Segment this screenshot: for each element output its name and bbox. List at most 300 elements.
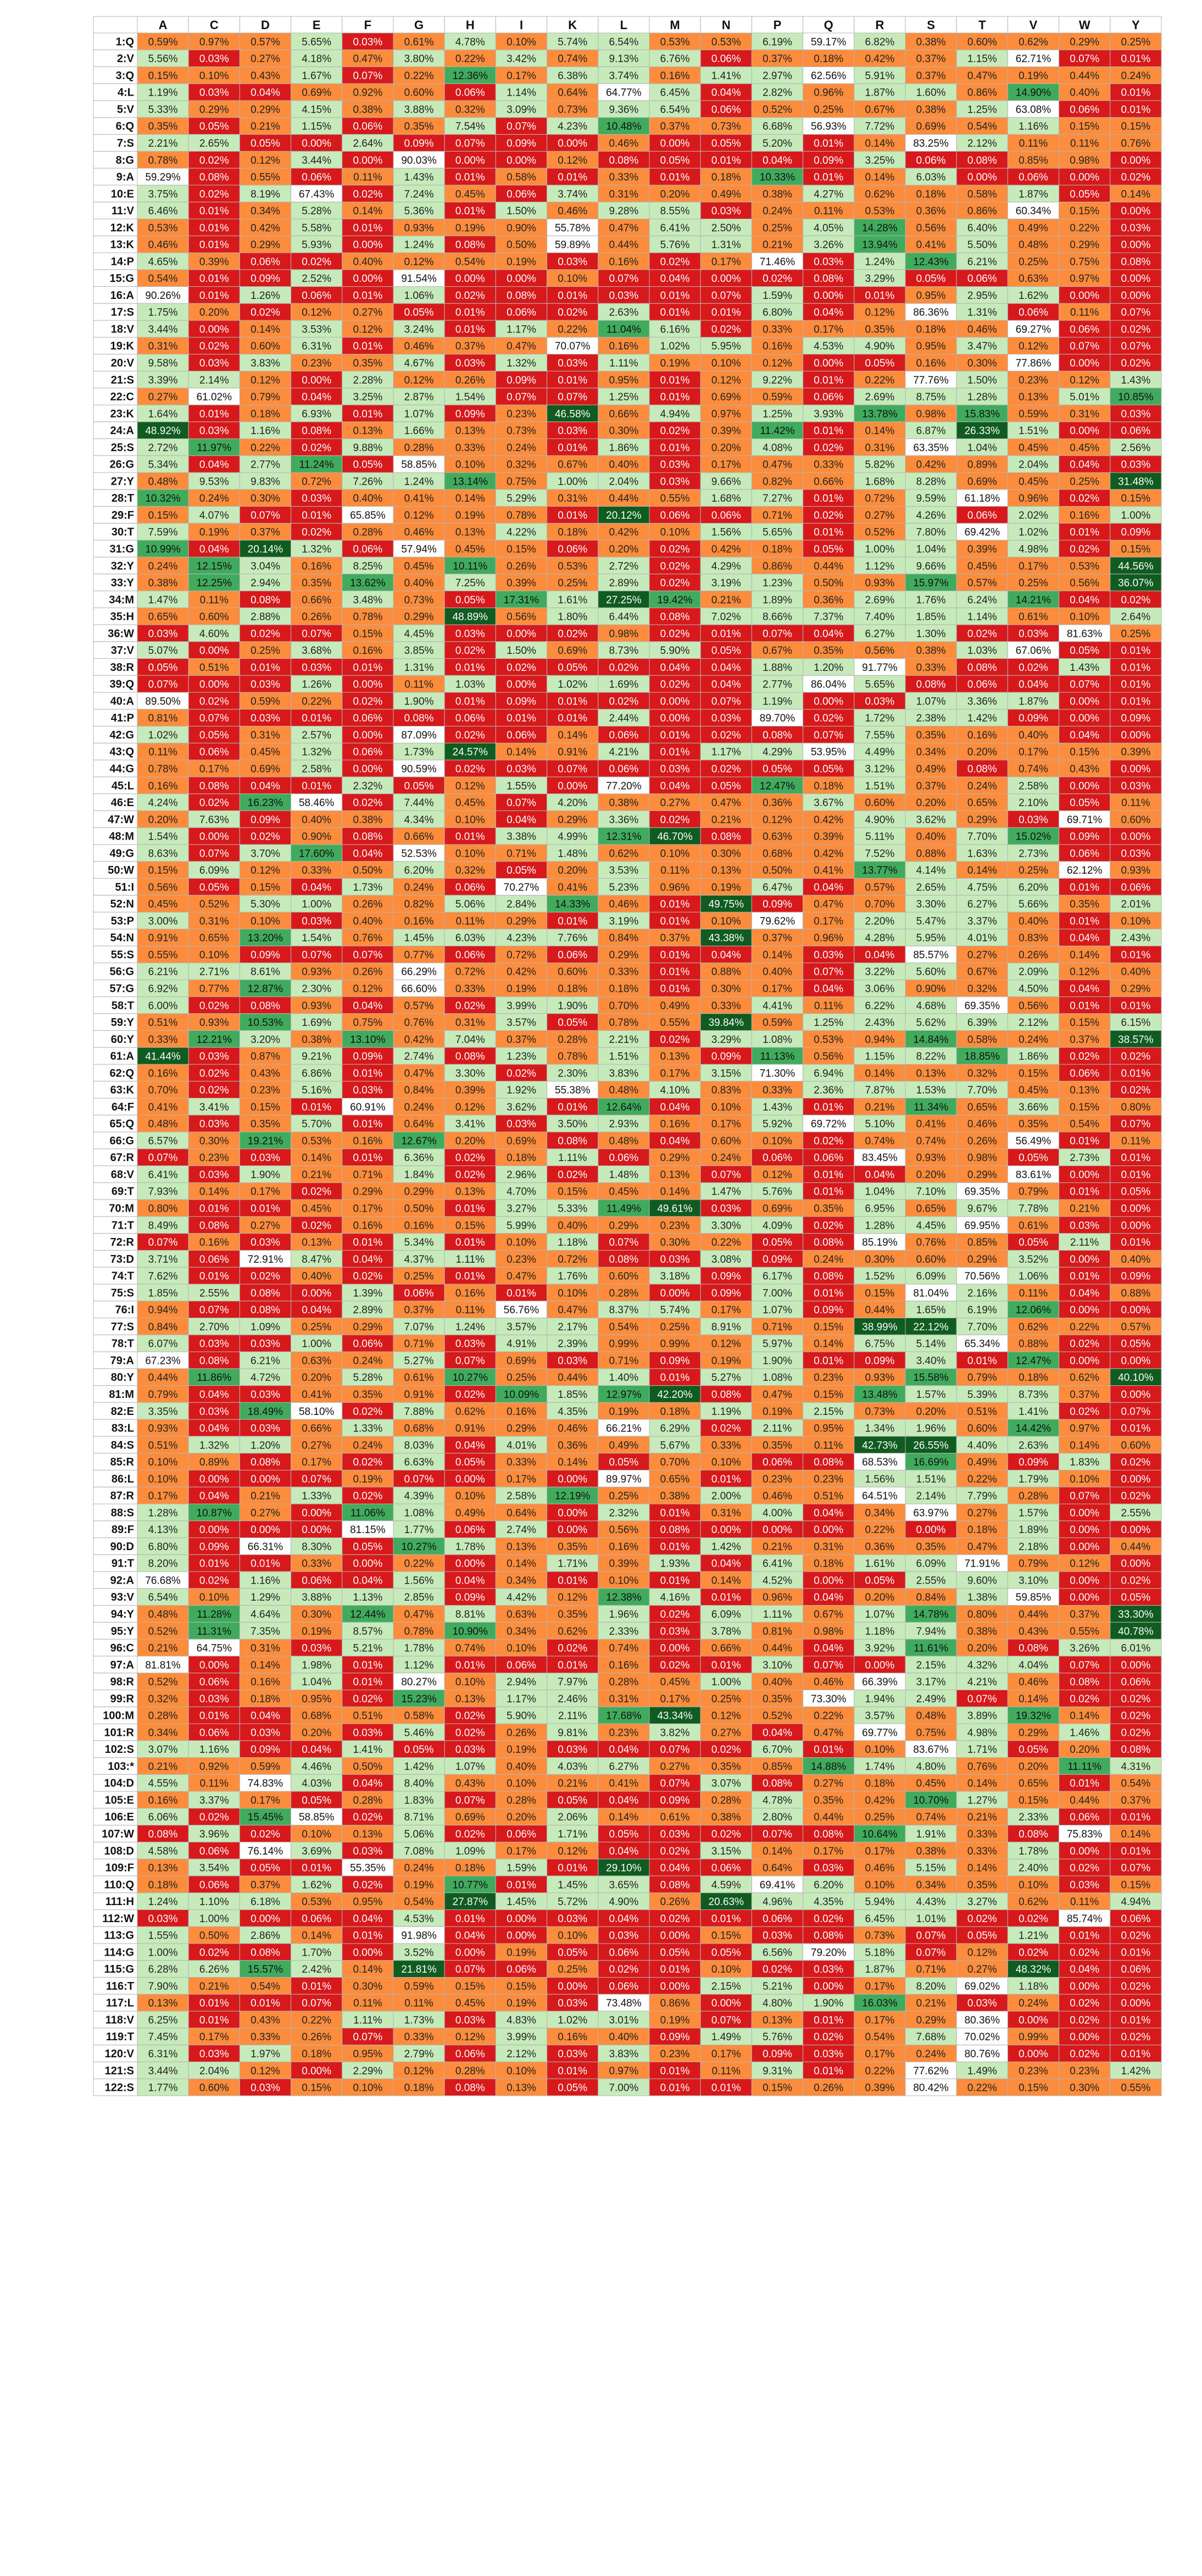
heatmap-cell-value: 0.02% <box>199 341 229 352</box>
heatmap-cell-value: 0.47% <box>404 1609 434 1620</box>
heatmap-cell-value: 38.99% <box>862 1322 898 1333</box>
heatmap-cell-value: 0.62% <box>455 1406 485 1418</box>
heatmap-cell-value: 0.09% <box>1121 713 1150 724</box>
heatmap-cell-value: 0.12% <box>455 1102 485 1113</box>
heatmap-cell-value: 0.15% <box>148 510 178 521</box>
heatmap-cell-value: 0.07% <box>404 1474 434 1485</box>
heatmap-cell-value: 0.06% <box>251 256 280 268</box>
heatmap-cell-value: 6.46% <box>148 206 178 217</box>
heatmap-cell-value: 0.16% <box>609 256 638 268</box>
heatmap-cell-value: 0.40% <box>302 814 331 826</box>
heatmap-cell-value: 48.32% <box>1016 1964 1051 1975</box>
heatmap-cell-value: 10.87% <box>197 1507 232 1519</box>
heatmap-cell-value: 1.13% <box>353 1592 382 1603</box>
heatmap-cell-value: 0.02% <box>251 628 280 640</box>
heatmap-cell-value: 0.26% <box>353 899 382 911</box>
heatmap-cell-value: 0.04% <box>660 273 690 285</box>
heatmap-cell-value: 0.16% <box>148 1795 178 1806</box>
heatmap-cell-value: 1.00% <box>199 1913 229 1925</box>
heatmap-cell-value: 3.18% <box>660 1271 690 1283</box>
heatmap-cell-value: 0.69% <box>967 476 997 487</box>
heatmap-cell-value: 0.03% <box>455 628 485 640</box>
row-label: 80:Y <box>111 1372 135 1384</box>
heatmap-cell-value: 1.90% <box>814 1998 843 2009</box>
heatmap-cell-value: 1.00% <box>865 543 894 555</box>
heatmap-cell-value: 0.10% <box>148 1457 178 1468</box>
heatmap-cell-value: 0.03% <box>302 662 331 674</box>
heatmap-cell-value: 0.02% <box>1070 493 1099 504</box>
heatmap-cell-value: 0.02% <box>251 1829 280 1840</box>
heatmap-cell-value: 1.02% <box>660 341 690 352</box>
heatmap-cell-value: 7.76% <box>558 932 587 944</box>
heatmap-cell-value: 5.66% <box>1019 899 1048 911</box>
heatmap-cell-value: 66.31% <box>248 1541 283 1553</box>
heatmap-cell-value: 9.28% <box>609 206 638 217</box>
heatmap-cell-value: 4.43% <box>916 1896 946 1908</box>
heatmap-cell-value: 0.72% <box>865 493 894 504</box>
heatmap-cell-value: 7.52% <box>865 848 894 859</box>
heatmap-cell-value: 0.13% <box>455 527 485 538</box>
heatmap-cell-value: 4.32% <box>967 1659 997 1671</box>
heatmap-cell-value: 1.48% <box>609 1169 638 1181</box>
heatmap-cell-value: 0.04% <box>353 1000 382 1012</box>
heatmap-cell-value: 3.40% <box>916 1355 946 1367</box>
heatmap-cell-value: 0.01% <box>353 662 382 674</box>
heatmap-cell-value: 0.25% <box>1019 865 1048 876</box>
heatmap-cell-value: 0.01% <box>302 1981 331 1992</box>
heatmap-cell-value: 0.30% <box>251 493 280 504</box>
heatmap-cell-value: 0.06% <box>1070 1068 1099 1079</box>
heatmap-cell-value: 0.39% <box>609 1558 638 1570</box>
row-label: 89:F <box>112 1524 134 1536</box>
heatmap-cell-value: 0.06% <box>609 730 638 741</box>
heatmap-cell-value: 0.00% <box>660 1981 690 1992</box>
heatmap-cell-value: 1.90% <box>251 1169 280 1181</box>
heatmap-cell-value: 0.40% <box>1070 87 1099 99</box>
heatmap-cell-value: 0.12% <box>711 1711 741 1722</box>
heatmap-cell-value: 90.59% <box>401 763 437 775</box>
heatmap-cell-value: 0.03% <box>199 358 229 369</box>
heatmap-cell-value: 0.17% <box>302 1457 331 1468</box>
heatmap-cell-value: 0.28% <box>404 442 434 454</box>
heatmap-cell-value: 0.25% <box>711 1694 741 1705</box>
heatmap-cell-value: 2.87% <box>404 392 434 403</box>
heatmap-cell-value: 0.01% <box>1121 104 1150 115</box>
heatmap-cell-value: 0.07% <box>660 1778 690 1790</box>
heatmap-cell-value: 0.03% <box>251 1423 280 1435</box>
heatmap-cell-value: 0.53% <box>660 36 690 48</box>
heatmap-cell-value: 0.36% <box>916 206 946 217</box>
heatmap-cell-value: 0.45% <box>455 797 485 809</box>
heatmap-cell-value: 1.69% <box>302 1017 331 1029</box>
heatmap-cell-value: 0.13% <box>148 1863 178 1874</box>
heatmap-cell-value: 2.33% <box>1019 1812 1048 1823</box>
heatmap-cell-value: 0.59% <box>763 392 792 403</box>
heatmap-cell-value: 0.24% <box>404 1102 434 1113</box>
row-label: 68:V <box>111 1169 135 1181</box>
heatmap-cell-value: 0.17% <box>507 1474 536 1485</box>
heatmap-cell-value: 0.34% <box>507 1575 536 1586</box>
heatmap-cell-value: 0.01% <box>660 1507 690 1519</box>
heatmap-cell-value: 7.63% <box>199 814 229 826</box>
heatmap-cell-value: 0.17% <box>814 915 843 927</box>
heatmap-cell-value: 3.93% <box>814 408 843 420</box>
heatmap-cell-value: 0.12% <box>404 375 434 386</box>
heatmap-cell-value: 0.56% <box>609 1524 638 1536</box>
heatmap-cell-value: 0.37% <box>251 1879 280 1891</box>
heatmap-cell-value: 0.08% <box>558 1135 587 1147</box>
heatmap-cell-value: 0.88% <box>1019 1339 1048 1350</box>
heatmap-cell-value: 12.47% <box>760 780 795 792</box>
heatmap-cell-value: 2.57% <box>302 730 331 741</box>
heatmap-cell-value: 0.61% <box>404 36 434 48</box>
heatmap-cell-value: 0.08% <box>251 1287 280 1299</box>
heatmap-cell-value: 62.71% <box>1016 53 1051 65</box>
heatmap-cell-value: 0.04% <box>609 1744 638 1756</box>
heatmap-cell-value: 0.12% <box>353 984 382 995</box>
heatmap-cell-value: 4.01% <box>967 932 997 944</box>
heatmap-cell-value: 44.56% <box>1118 560 1154 572</box>
heatmap-cell-value: 0.27% <box>967 1507 997 1519</box>
heatmap-cell-value: 8.37% <box>609 1304 638 1316</box>
heatmap-cell-value: 0.18% <box>916 324 946 335</box>
heatmap-cell-value: 3.52% <box>1019 1254 1048 1265</box>
heatmap-cell-value: 0.03% <box>558 1998 587 2009</box>
heatmap-cell-value: 0.01% <box>455 662 485 674</box>
heatmap-cell-value: 0.04% <box>251 87 280 99</box>
heatmap-cell-value: 4.04% <box>1019 1659 1048 1671</box>
heatmap-cell-value: 40.78% <box>1118 1626 1154 1637</box>
heatmap-cell-value: 0.21% <box>711 595 741 606</box>
heatmap-cell-value: 4.90% <box>865 341 894 352</box>
heatmap-cell-value: 0.00% <box>1070 1169 1099 1181</box>
heatmap-cell-value: 81.04% <box>913 1287 949 1299</box>
heatmap-cell-value: 0.84% <box>916 1592 946 1603</box>
heatmap-cell-value: 0.04% <box>814 628 843 640</box>
heatmap-cell-value: 0.01% <box>199 1558 229 1570</box>
heatmap-cell-value: 0.02% <box>1070 2014 1099 2026</box>
heatmap-cell-value: 0.47% <box>404 1068 434 1079</box>
heatmap-cell-value: 0.01% <box>660 290 690 302</box>
heatmap-cell-value: 0.16% <box>302 560 331 572</box>
heatmap-cell-value: 0.07% <box>302 1474 331 1485</box>
heatmap-cell-value: 1.06% <box>1019 1271 1048 1283</box>
heatmap-cell-value: 0.08% <box>251 595 280 606</box>
heatmap-cell-value: 7.10% <box>916 1186 946 1198</box>
heatmap-cell-value: 8.47% <box>302 1254 331 1265</box>
heatmap-cell-value: 0.06% <box>763 1913 792 1925</box>
heatmap-cell-value: 0.06% <box>763 1152 792 1164</box>
heatmap-cell-value: 0.03% <box>455 1744 485 1756</box>
heatmap-cell-value: 2.70% <box>199 1322 229 1333</box>
heatmap-cell-value: 0.25% <box>1019 256 1048 268</box>
heatmap-cell-value: 0.40% <box>609 459 638 471</box>
heatmap-cell-value: 0.45% <box>916 1778 946 1790</box>
heatmap-cell-value: 2.00% <box>711 1491 741 1502</box>
heatmap-cell-value: 0.02% <box>814 1913 843 1925</box>
heatmap-cell-value: 0.93% <box>916 1152 946 1164</box>
row-label: 22:C <box>110 391 134 403</box>
heatmap-cell-value: 0.31% <box>199 915 229 927</box>
heatmap-cell-value: 0.22% <box>558 324 587 335</box>
column-header-label: Y <box>1132 18 1140 32</box>
heatmap-cell-value: 4.58% <box>148 1846 178 1857</box>
heatmap-cell-value: 0.00% <box>1070 1981 1099 1992</box>
heatmap-cell-value: 0.04% <box>609 1913 638 1925</box>
heatmap-cell-value: 1.87% <box>865 87 894 99</box>
heatmap-cell-value: 0.02% <box>353 1694 382 1705</box>
heatmap-cell-value: 1.68% <box>865 476 894 487</box>
heatmap-cell-value: 0.74% <box>455 1643 485 1655</box>
heatmap-cell-value: 0.07% <box>763 628 792 640</box>
heatmap-cell-value: 0.44% <box>1019 1609 1048 1620</box>
heatmap-cell-value: 0.62% <box>1019 1896 1048 1908</box>
heatmap-cell-value: 0.95% <box>353 1896 382 1908</box>
heatmap-cell-value: 0.01% <box>353 1119 382 1130</box>
heatmap-cell-value: 0.04% <box>814 984 843 995</box>
heatmap-cell-value: 2.55% <box>916 1575 946 1586</box>
heatmap-cell-value: 0.30% <box>660 1237 690 1248</box>
heatmap-cell-value: 4.01% <box>507 1440 536 1451</box>
heatmap-cell-value: 0.18% <box>148 1879 178 1891</box>
heatmap-cell-value: 0.04% <box>199 1491 229 1502</box>
heatmap-cell-value: 0.23% <box>507 408 536 420</box>
row-label: 8:G <box>116 154 134 166</box>
heatmap-cell-value: 0.22% <box>711 1237 741 1248</box>
heatmap-cell-value: 0.00% <box>660 713 690 724</box>
heatmap-cell-value: 0.07% <box>455 1795 485 1806</box>
heatmap-cell-value: 0.65% <box>967 1102 997 1113</box>
heatmap-cell-value: 0.79% <box>1019 1186 1048 1198</box>
heatmap-cell-value: 0.03% <box>199 53 229 65</box>
heatmap-cell-value: 3.42% <box>507 53 536 65</box>
heatmap-cell-value: 0.00% <box>1121 831 1150 843</box>
heatmap-cell-value: 1.28% <box>865 1220 894 1231</box>
heatmap-cell-value: 0.26% <box>507 560 536 572</box>
row-label: 28:T <box>112 492 134 504</box>
heatmap-cell-value: 0.00% <box>1019 2014 1048 2026</box>
heatmap-cell-value: 0.98% <box>1070 155 1099 166</box>
heatmap-cell-value: 0.05% <box>814 763 843 775</box>
heatmap-cell-value: 4.60% <box>199 628 229 640</box>
heatmap-cell-value: 0.02% <box>763 1964 792 1975</box>
heatmap-cell-value: 0.49% <box>455 1507 485 1519</box>
heatmap-cell-value: 0.02% <box>660 560 690 572</box>
heatmap-cell-value: 4.09% <box>763 1220 792 1231</box>
heatmap-cell-value: 0.66% <box>814 476 843 487</box>
heatmap-cell-value: 0.75% <box>916 1727 946 1739</box>
heatmap-cell-value: 0.03% <box>660 1829 690 1840</box>
row-label: 86:L <box>112 1473 134 1485</box>
heatmap-cell-value: 0.02% <box>1121 1085 1150 1096</box>
heatmap-cell-value: 0.37% <box>1070 1034 1099 1046</box>
heatmap-cell-value: 0.13% <box>1019 392 1048 403</box>
heatmap-cell-value: 0.08% <box>609 1254 638 1265</box>
heatmap-cell-value: 0.10% <box>558 1287 587 1299</box>
heatmap-cell-value: 59.85% <box>1016 1592 1051 1603</box>
heatmap-cell-value: 5.23% <box>609 882 638 893</box>
heatmap-cell-value: 0.03% <box>660 476 690 487</box>
heatmap-cell-value: 0.02% <box>455 1829 485 1840</box>
heatmap-cell-value: 79.20% <box>811 1947 847 1958</box>
heatmap-cell-value: 4.35% <box>558 1406 587 1418</box>
heatmap-cell-value: 0.01% <box>353 1659 382 1671</box>
heatmap-cell-value: 0.06% <box>199 1254 229 1265</box>
heatmap-cell-value: 0.03% <box>148 628 178 640</box>
heatmap-cell-value: 12.64% <box>606 1102 642 1113</box>
heatmap-cell-value: 7.94% <box>916 1626 946 1637</box>
heatmap-cell-value: 1.88% <box>763 662 792 674</box>
heatmap-cell-value: 0.35% <box>711 1761 741 1773</box>
heatmap-cell-value: 0.32% <box>455 865 485 876</box>
heatmap-cell-value: 0.06% <box>507 730 536 741</box>
heatmap-cell-value: 0.02% <box>1070 1694 1099 1705</box>
heatmap-cell-value: 0.17% <box>711 1119 741 1130</box>
heatmap-cell-value: 0.03% <box>660 1626 690 1637</box>
heatmap-cell-value: 0.96% <box>814 932 843 944</box>
heatmap-cell-value: 2.86% <box>251 1930 280 1942</box>
heatmap-cell-value: 0.10% <box>763 1135 792 1147</box>
heatmap-cell-value: 6.27% <box>609 1761 638 1773</box>
heatmap-cell-value: 86.04% <box>811 679 847 691</box>
heatmap-cell-value: 0.04% <box>455 1575 485 1586</box>
heatmap-cell-value: 6.94% <box>814 1068 843 1079</box>
heatmap-cell-value: 3.80% <box>404 53 434 65</box>
heatmap-cell-value: 0.51% <box>814 1491 843 1502</box>
heatmap-cell-value: 43.34% <box>657 1711 693 1722</box>
heatmap-cell-value: 0.17% <box>814 324 843 335</box>
heatmap-cell-value: 0.01% <box>199 1998 229 2009</box>
heatmap-cell-value: 0.00% <box>763 1524 792 1536</box>
heatmap-cell-value: 0.00% <box>1070 713 1099 724</box>
heatmap-cell-value: 14.84% <box>913 1034 949 1046</box>
heatmap-cell-value: 0.35% <box>916 1541 946 1553</box>
heatmap-cell-value: 0.03% <box>660 459 690 471</box>
heatmap-cell-value: 1.07% <box>763 1304 792 1316</box>
heatmap-cell-value: 76.14% <box>248 1846 283 1857</box>
heatmap-cell-value: 0.10% <box>711 915 741 927</box>
heatmap-cell-value: 0.68% <box>302 1711 331 1722</box>
heatmap-cell-value: 1.11% <box>609 358 638 369</box>
heatmap-cell-value: 0.00% <box>199 1474 229 1485</box>
heatmap-cell-value: 0.07% <box>199 848 229 859</box>
heatmap-cell-value: 0.00% <box>660 696 690 707</box>
heatmap-cell-value: 8.91% <box>711 1322 741 1333</box>
heatmap-cell-value: 8.30% <box>302 1541 331 1553</box>
row-label: 13:K <box>110 239 135 251</box>
heatmap-cell-value: 0.14% <box>1070 950 1099 961</box>
row-label: 75:S <box>111 1287 134 1299</box>
heatmap-cell-value: 0.37% <box>916 780 946 792</box>
heatmap-cell-value: 0.28% <box>558 1034 587 1046</box>
heatmap-cell-value: 0.62% <box>558 1626 587 1637</box>
heatmap-cell-value: 0.00% <box>865 1659 894 1671</box>
heatmap-cell-value: 0.89% <box>967 459 997 471</box>
row-label: 35:H <box>110 611 134 623</box>
heatmap-cell-value: 4.75% <box>967 882 997 893</box>
heatmap-cell-value: 0.05% <box>455 595 485 606</box>
row-label: 53:P <box>111 915 134 927</box>
heatmap-cell-value: 65.85% <box>350 510 386 521</box>
heatmap-cell-value: 6.27% <box>865 628 894 640</box>
heatmap-cell-value: 0.21% <box>763 1541 792 1553</box>
heatmap-cell-value: 5.70% <box>302 1119 331 1130</box>
heatmap-cell-value: 0.15% <box>558 1186 587 1198</box>
heatmap-cell-value: 3.04% <box>251 560 280 572</box>
row-label: 2:V <box>117 53 135 65</box>
heatmap-cell-value: 0.62% <box>1019 1322 1048 1333</box>
heatmap-cell-value: 0.08% <box>1019 1643 1048 1655</box>
heatmap-cell-value: 2.63% <box>609 307 638 319</box>
heatmap-cell-value: 0.07% <box>353 70 382 82</box>
heatmap-cell-value: 1.15% <box>967 53 997 65</box>
heatmap-cell-value: 0.11% <box>1121 797 1150 809</box>
heatmap-cell-value: 0.15% <box>455 1220 485 1231</box>
heatmap-cell-value: 0.01% <box>1121 662 1150 674</box>
heatmap-cell-value: 0.23% <box>763 1474 792 1485</box>
heatmap-cell-value: 0.03% <box>1019 628 1048 640</box>
heatmap-cell-value: 0.08% <box>199 780 229 792</box>
heatmap-cell-value: 0.02% <box>1121 1711 1150 1722</box>
heatmap-cell-value: 0.96% <box>660 882 690 893</box>
heatmap-cell-value: 0.45% <box>148 899 178 911</box>
heatmap-cell-value: 0.01% <box>558 1659 587 1671</box>
heatmap-cell-value: 0.80% <box>148 1203 178 1215</box>
heatmap-cell-value: 0.00% <box>251 1913 280 1925</box>
heatmap-cell-value: 0.43% <box>251 2014 280 2026</box>
heatmap-cell-value: 7.24% <box>404 188 434 200</box>
heatmap-cell-value: 0.02% <box>1019 1947 1048 1958</box>
heatmap-cell-value: 1.42% <box>404 1761 434 1773</box>
heatmap-cell-value: 0.05% <box>199 121 229 132</box>
heatmap-cell-value: 2.72% <box>148 442 178 454</box>
heatmap-cell-value: 0.02% <box>1070 1339 1099 1350</box>
heatmap-cell-value: 0.00% <box>558 1524 587 1536</box>
heatmap-cell-value: 1.92% <box>507 1085 536 1096</box>
heatmap-cell-value: 4.42% <box>507 1592 536 1603</box>
heatmap-cell-value: 0.08% <box>251 1304 280 1316</box>
heatmap-cell-value: 0.01% <box>455 696 485 707</box>
heatmap-cell-value: 0.13% <box>455 1186 485 1198</box>
heatmap-cell-value: 0.47% <box>763 459 792 471</box>
heatmap-cell-value: 10.99% <box>145 543 181 555</box>
heatmap-cell-value: 1.26% <box>251 290 280 302</box>
heatmap-cell-value: 0.10% <box>199 1592 229 1603</box>
heatmap-cell-value: 1.89% <box>1019 1524 1048 1536</box>
heatmap-cell-value: 0.02% <box>302 1220 331 1231</box>
heatmap-cell-value: 0.38% <box>148 578 178 589</box>
heatmap-cell-value: 0.40% <box>1121 967 1150 978</box>
heatmap-cell-value: 0.14% <box>763 950 792 961</box>
row-label: 95:Y <box>111 1625 135 1637</box>
heatmap-cell-value: 71.46% <box>760 256 795 268</box>
heatmap-cell-value: 0.01% <box>814 1169 843 1181</box>
heatmap-cell-value: 6.29% <box>660 1423 690 1435</box>
heatmap-cell-value: 0.05% <box>865 358 894 369</box>
heatmap-cell-value: 0.18% <box>814 780 843 792</box>
heatmap-cell-value: 0.57% <box>404 1000 434 1012</box>
heatmap-cell-value: 0.14% <box>865 172 894 184</box>
heatmap-cell-value: 81.81% <box>145 1659 181 1671</box>
heatmap-cell-value: 0.29% <box>609 950 638 961</box>
heatmap-cell-value: 0.07% <box>1070 341 1099 352</box>
heatmap-cell-value: 0.33% <box>916 662 946 674</box>
heatmap-cell-value: 0.05% <box>558 1017 587 1029</box>
heatmap-cell-value: 0.02% <box>558 307 587 319</box>
heatmap-cell-value: 0.04% <box>814 1507 843 1519</box>
heatmap-cell-value: 11.42% <box>760 425 794 437</box>
heatmap-cell-value: 6.15% <box>1121 1017 1150 1029</box>
